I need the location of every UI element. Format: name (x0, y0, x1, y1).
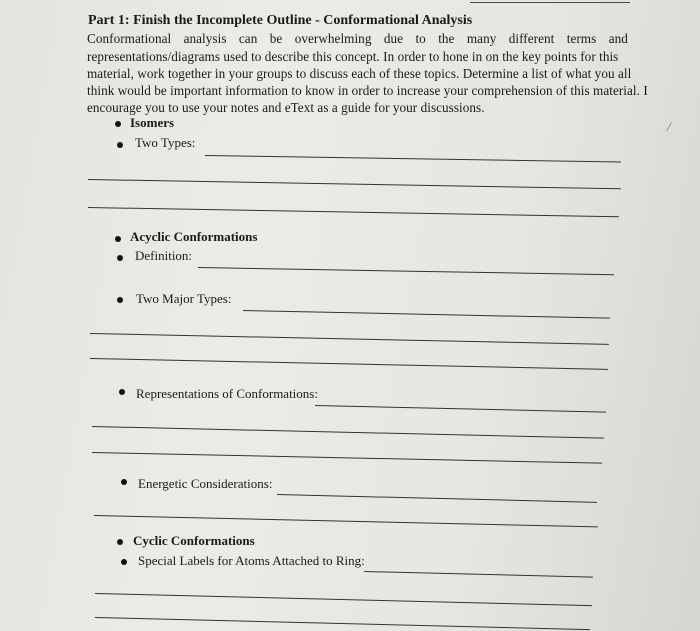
answer-line[interactable] (95, 593, 592, 606)
bullet (117, 255, 123, 261)
outline-two-types: Two Types: (135, 135, 196, 150)
answer-line[interactable] (205, 155, 621, 163)
answer-line[interactable] (198, 267, 614, 275)
intro-word: can (238, 31, 258, 46)
bullet (117, 142, 123, 148)
answer-line[interactable] (92, 426, 604, 439)
top-rule (470, 2, 630, 3)
intro-word: Conformational (87, 31, 172, 46)
pencil-mark (659, 118, 672, 131)
outline-cyclic: Cyclic Conformations (133, 533, 255, 548)
intro-word: analysis (183, 31, 227, 46)
bullet (115, 236, 121, 242)
outline-acyclic: Acyclic Conformations (130, 229, 258, 244)
outline-two-major-types: Two Major Types: (136, 291, 232, 306)
intro-word: due (383, 31, 404, 46)
bullet (115, 121, 121, 127)
intro-word: overwhelming (294, 31, 372, 46)
answer-line[interactable] (92, 452, 602, 464)
intro-line-4: think would be important information to know in order to increase your comprehension of this material. I (87, 83, 648, 98)
answer-line[interactable] (94, 515, 598, 527)
bullet (121, 559, 127, 565)
intro-word: terms (566, 31, 597, 46)
answer-line[interactable] (88, 207, 619, 217)
intro-word: the (438, 31, 455, 46)
intro-line-1 (87, 31, 628, 47)
answer-line[interactable] (88, 179, 621, 189)
answer-line[interactable] (243, 310, 610, 319)
intro-line-2: representations/diagrams used to describe this concept. In order to hone in on the key points for this (87, 49, 619, 64)
intro-word: to (415, 31, 426, 46)
outline-special-labels: Special Labels for Atoms Attached to Ring: (138, 553, 365, 568)
part-title: Part 1: Finish the Incomplete Outline - Conformational Analysis (88, 13, 473, 28)
answer-line[interactable] (95, 617, 590, 630)
bullet (119, 389, 125, 395)
intro-word: many (466, 31, 497, 46)
answer-line[interactable] (90, 358, 608, 370)
intro-line-5: encourage you to use your notes and eText as a guide for your discussions. (87, 100, 485, 115)
outline-isomers: Isomers (130, 115, 175, 130)
answer-line[interactable] (364, 571, 593, 578)
answer-line[interactable] (315, 405, 606, 413)
bullet (121, 479, 127, 485)
bullet (117, 297, 123, 303)
outline-energetic: Energetic Considerations: (138, 476, 273, 491)
outline-representations: Representations of Conformations: (136, 386, 318, 401)
bullet (117, 539, 123, 545)
intro-word: be (269, 31, 283, 46)
outline-definition: Definition: (135, 248, 193, 263)
answer-line[interactable] (277, 494, 597, 503)
intro-word: different (508, 31, 555, 46)
intro-word: and (608, 31, 628, 46)
intro-line-3: material, work together in your groups to discuss each of these topics. Determine a list of what you all (87, 66, 632, 81)
answer-line[interactable] (90, 333, 609, 345)
